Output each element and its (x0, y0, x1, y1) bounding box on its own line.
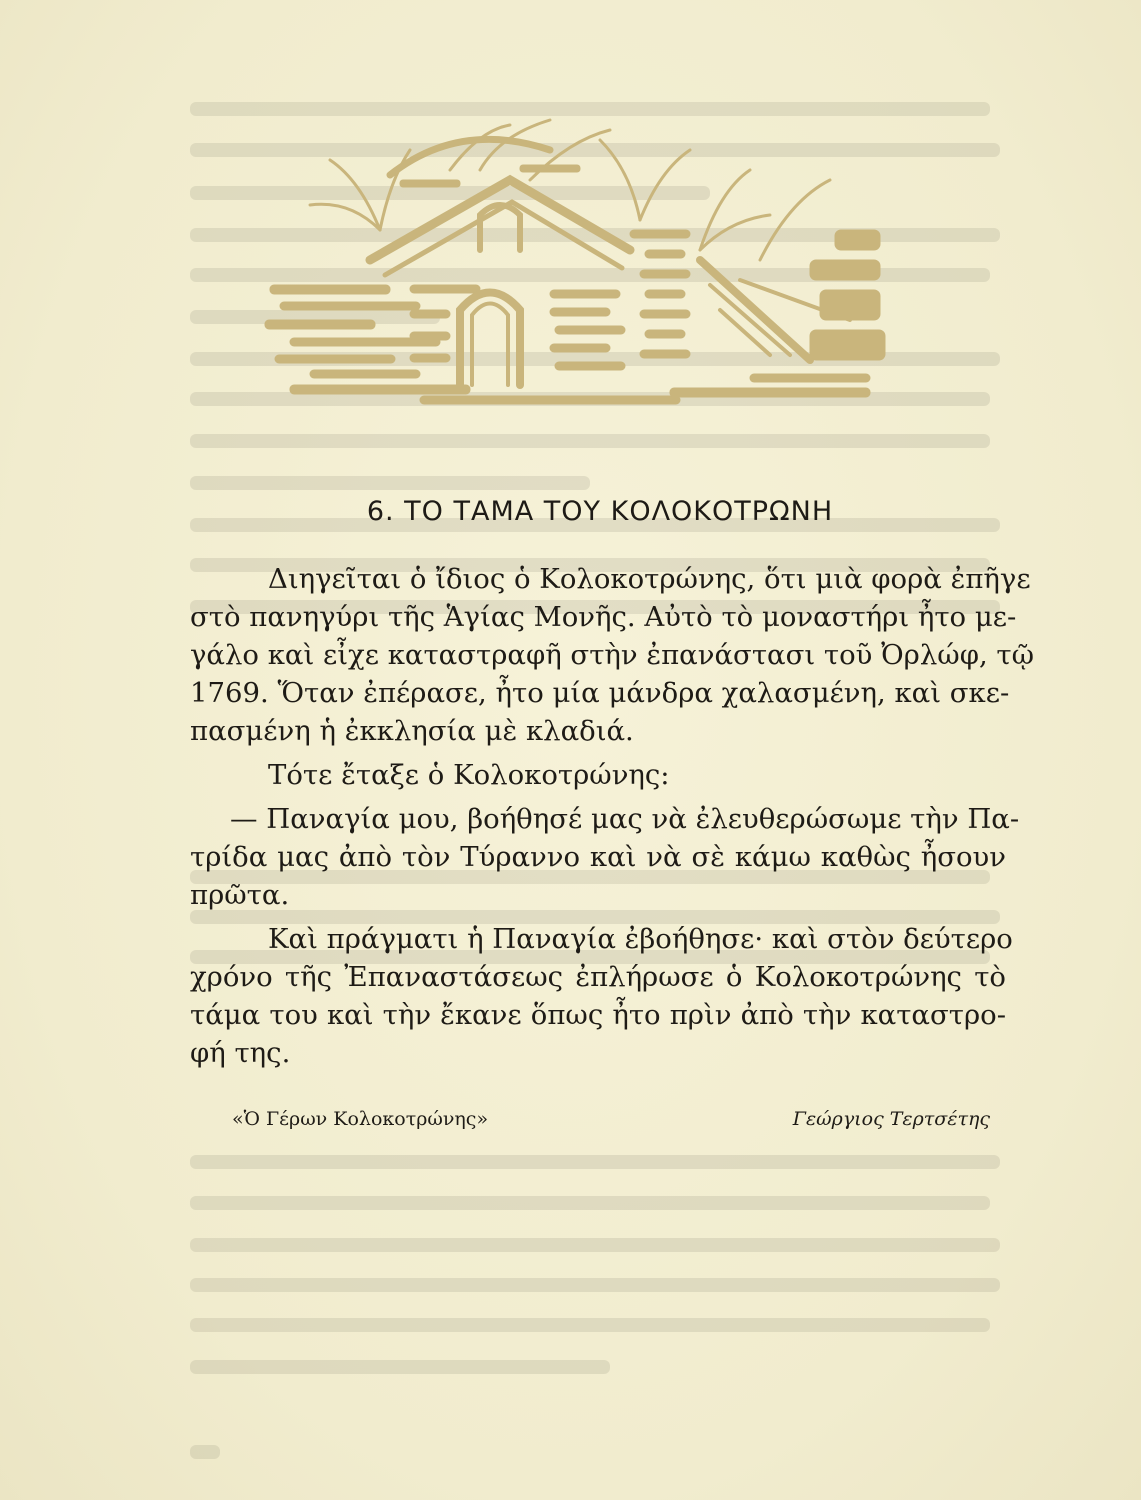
text-line: Τότε ἔταξε ὁ Κολοκοτρώνης: (268, 759, 670, 791)
citation (190, 1108, 990, 1138)
text-line: πασμένη ἡ ἐκκλησία μὲ κλαδιά. (190, 715, 634, 747)
text-line: τρίδα μας ἀπὸ τὸν Τύραννο καὶ νὰ σὲ κάμω καθὼς ἦσουν (190, 841, 1006, 873)
text-line: πρῶτα. (190, 879, 290, 911)
text-line: γάλο καὶ εἶχε καταστραφῆ στὴν ἐπανάστασι τοῦ Ὀρλώφ, τῷ (190, 639, 1035, 671)
text-line: στὸ πανηγύρι τῆς Ἁγίας Μονῆς. Αὐτὸ τὸ μοναστήρι ἦτο με- (190, 601, 1017, 633)
text-line: Διηγεῖται ὁ ἴδιος ὁ Κολοκοτρώνης, ὅτι μιὰ φορὰ ἐπῆγε (268, 563, 1031, 595)
author-name: Γεώργιος Τερτσέτης (792, 1108, 990, 1130)
chapter-title: 6. ΤΟ ΤΑΜΑ ΤΟΥ ΚΟΛΟΚΟΤΡΩΝΗ (366, 496, 834, 527)
dialogue-paragraph (190, 800, 1020, 914)
source-title: «Ὁ Γέρων Κολοκοτρώνης» (232, 1108, 489, 1130)
ruined-chapel-sketch-icon (250, 110, 900, 420)
text-line: τάμα του καὶ τὴν ἔκανε ὅπως ἦτο πρὶν ἀπὸ τὴν καταστρο- (190, 999, 1006, 1031)
text-line: 1769. Ὅταν ἐπέρασε, ἦτο μία μάνδρα χαλασμένη, καὶ σκε- (190, 677, 1010, 709)
text-line: φή της. (190, 1037, 291, 1069)
paragraph (190, 756, 1006, 794)
paragraph (190, 560, 1035, 750)
text-line: χρόνο τῆς Ἐπαναστάσεως ἐπλήρωσε ὁ Κολοκοτρώνης τὸ (190, 961, 1006, 993)
text-line: Καὶ πράγματι ἡ Παναγία ἐβοήθησε· καὶ στὸν δεύτερο (268, 923, 1013, 955)
body-text (190, 560, 1035, 1072)
paragraph (190, 920, 1013, 1072)
text-line: — Παναγία μου, βοήθησέ μας νὰ ἐλευθερώσωμε τὴν Πα- (230, 803, 1020, 835)
